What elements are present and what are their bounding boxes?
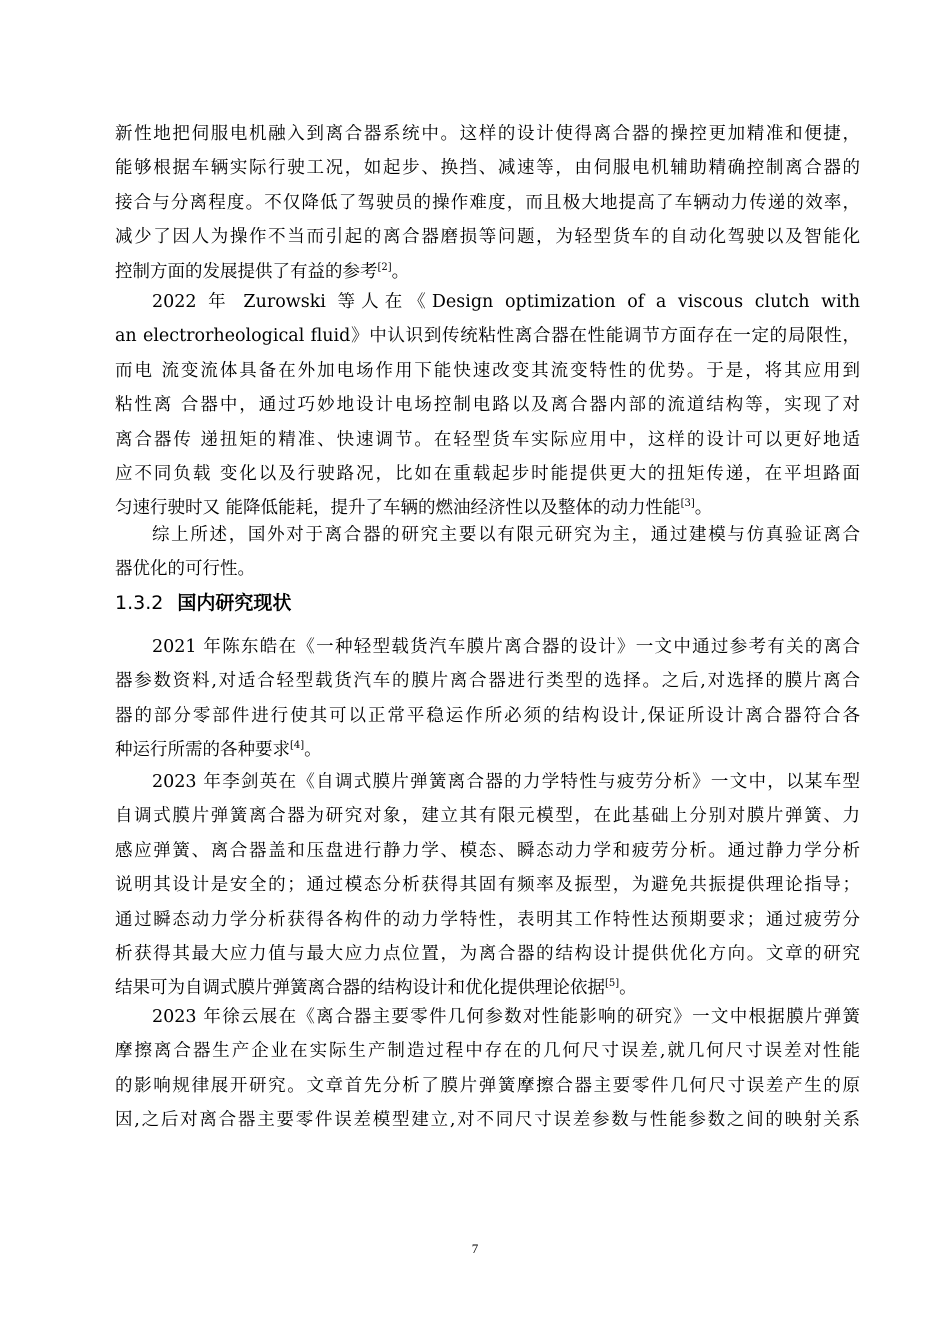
text-line: 自调式膜片弹簧离合器为研究对象，建立其有限元模型，在此基础上分别对膜片弹簧、力 [115,806,860,827]
text-line [115,733,860,767]
text-line: 能够根据车辆实际行驶工况，如起步、换挡、减速等，由伺服电机辅助精确控制离合器的 [115,158,860,179]
paragraph-li [115,765,860,1006]
text-line: 器优化的可行性。 [115,559,255,580]
text-line: 粘性离 合器中，通过巧妙地设计电场控制电路以及离合器内部的流道结构等，实现了对 [115,395,860,416]
section-number: 1.3.2 [115,592,164,614]
text-line: 减少了因人为操作不当而引起的离合器磨损等问题，为轻型货车的自动化驾驶以及智能化 [115,227,860,248]
text-line: 说明其设计是安全的；通过模态分析获得其固有频率及振型，为避免共振提供理论指导； [115,875,860,896]
text-fragment: 匀速行驶时又 能降低能耗，提升了车辆的燃油经济性以及整体的动力性能 [115,498,681,519]
text-line: 2021 年陈东皓在《一种轻型载货汽车膜片离合器的设计》一文中通过参考有关的离合 [152,637,860,657]
citation-ref: [5] [605,978,620,990]
text-fragment: 。 [694,498,713,519]
text-line: 而电 流变流体具备在外加电场作用下能快速改变其流变特性的优势。于是，将其应用到 [115,360,860,381]
paragraph-xu [115,1000,860,1138]
text-line: 综上所述，国外对于离合器的研究主要以有限元研究为主，通过建模与仿真验证离合 [152,525,860,545]
text-line: 器参数资料,对适合轻型载货汽车的膜片离合器进行类型的选择。之后,对选择的膜片离合 [115,671,860,692]
text-line: 通过瞬态动力学分析获得各构件的动力学特性，表明其工作特性达预期要求；通过疲劳分 [115,909,860,930]
text-line: an electrorheological fluid》中认识到传统粘性离合器在性能调节方面存在一定的局限性， [115,326,860,347]
text-fragment: 种运行所需的各种要求 [115,740,290,761]
text-fragment: 。 [619,978,637,999]
section-title: 国内研究现状 [177,592,292,614]
text-line: 2023 年徐云展在《离合器主要零件几何参数对性能影响的研究》一文中根据膜片弹簧 [152,1007,860,1027]
page-number: 7 [471,1241,479,1256]
text-line: 感应弹簧、离合器盖和压盘进行静力学、模态、瞬态动力学和疲劳分析。通过静力学分析 [115,840,860,861]
text-line: 因,之后对离合器主要零件误差模型建立,对不同尺寸误差参数与性能参数之间的映射关系 [115,1110,860,1131]
text-line: 接合与分离程度。不仅降低了驾驶员的操作难度，而且极大地提高了车辆动力传递的效率， [115,192,860,213]
text-line: 的影响规律展开研究。文章首先分析了膜片弹簧摩擦合器主要零件几何尺寸误差产生的原 [115,1075,860,1096]
section-heading [115,590,291,616]
paragraph-chen [115,630,860,768]
citation-ref: [2] [377,261,392,273]
text-fragment: 。 [304,740,322,761]
text-line: 摩擦离合器生产企业在实际生产制造过程中存在的几何尺寸误差,就几何尺寸误差对性能 [115,1041,860,1062]
text-line: 应不同负载 变化以及行驶路况，比如在重载起步时能提供更大的扭矩传递，在平坦路面 [115,463,860,484]
text-line [115,255,860,289]
paragraph-summary [115,518,860,587]
paragraph-zurowski [115,285,860,526]
text-line: 2023 年李剑英在《自调式膜片弹簧离合器的力学特性与疲劳分析》一文中，以某车型 [152,772,860,792]
text-fragment: 控制方面的发展提供了有益的参考 [115,261,378,282]
citation-ref: [4] [290,740,305,752]
text-line: 新性地把伺服电机融入到离合器系统中。这样的设计使得离合器的操控更加精准和便捷， [115,124,860,144]
text-line: 离合器传 递扭矩的精准、快速调节。在轻型货车实际应用中，这样的设计可以更好地适 [115,429,860,450]
text-line: 2022 年 Zurowski 等人在《Design optimization of a viscous clutch with [152,292,860,312]
text-fragment: 。 [391,261,410,282]
text-line: 器的部分零部件进行使其可以正常平稳运作所必须的结构设计,保证所设计离合器符合各 [115,705,860,726]
text-fragment: 结果可为自调式膜片弹簧离合器的结构设计和优化提供理论依据 [115,978,605,999]
text-line: 析获得其最大应力值与最大应力点位置，为离合器的结构设计提供优化方向。文章的研究 [115,943,860,964]
citation-ref: [3] [680,498,695,510]
paragraph-continuation [115,117,860,289]
